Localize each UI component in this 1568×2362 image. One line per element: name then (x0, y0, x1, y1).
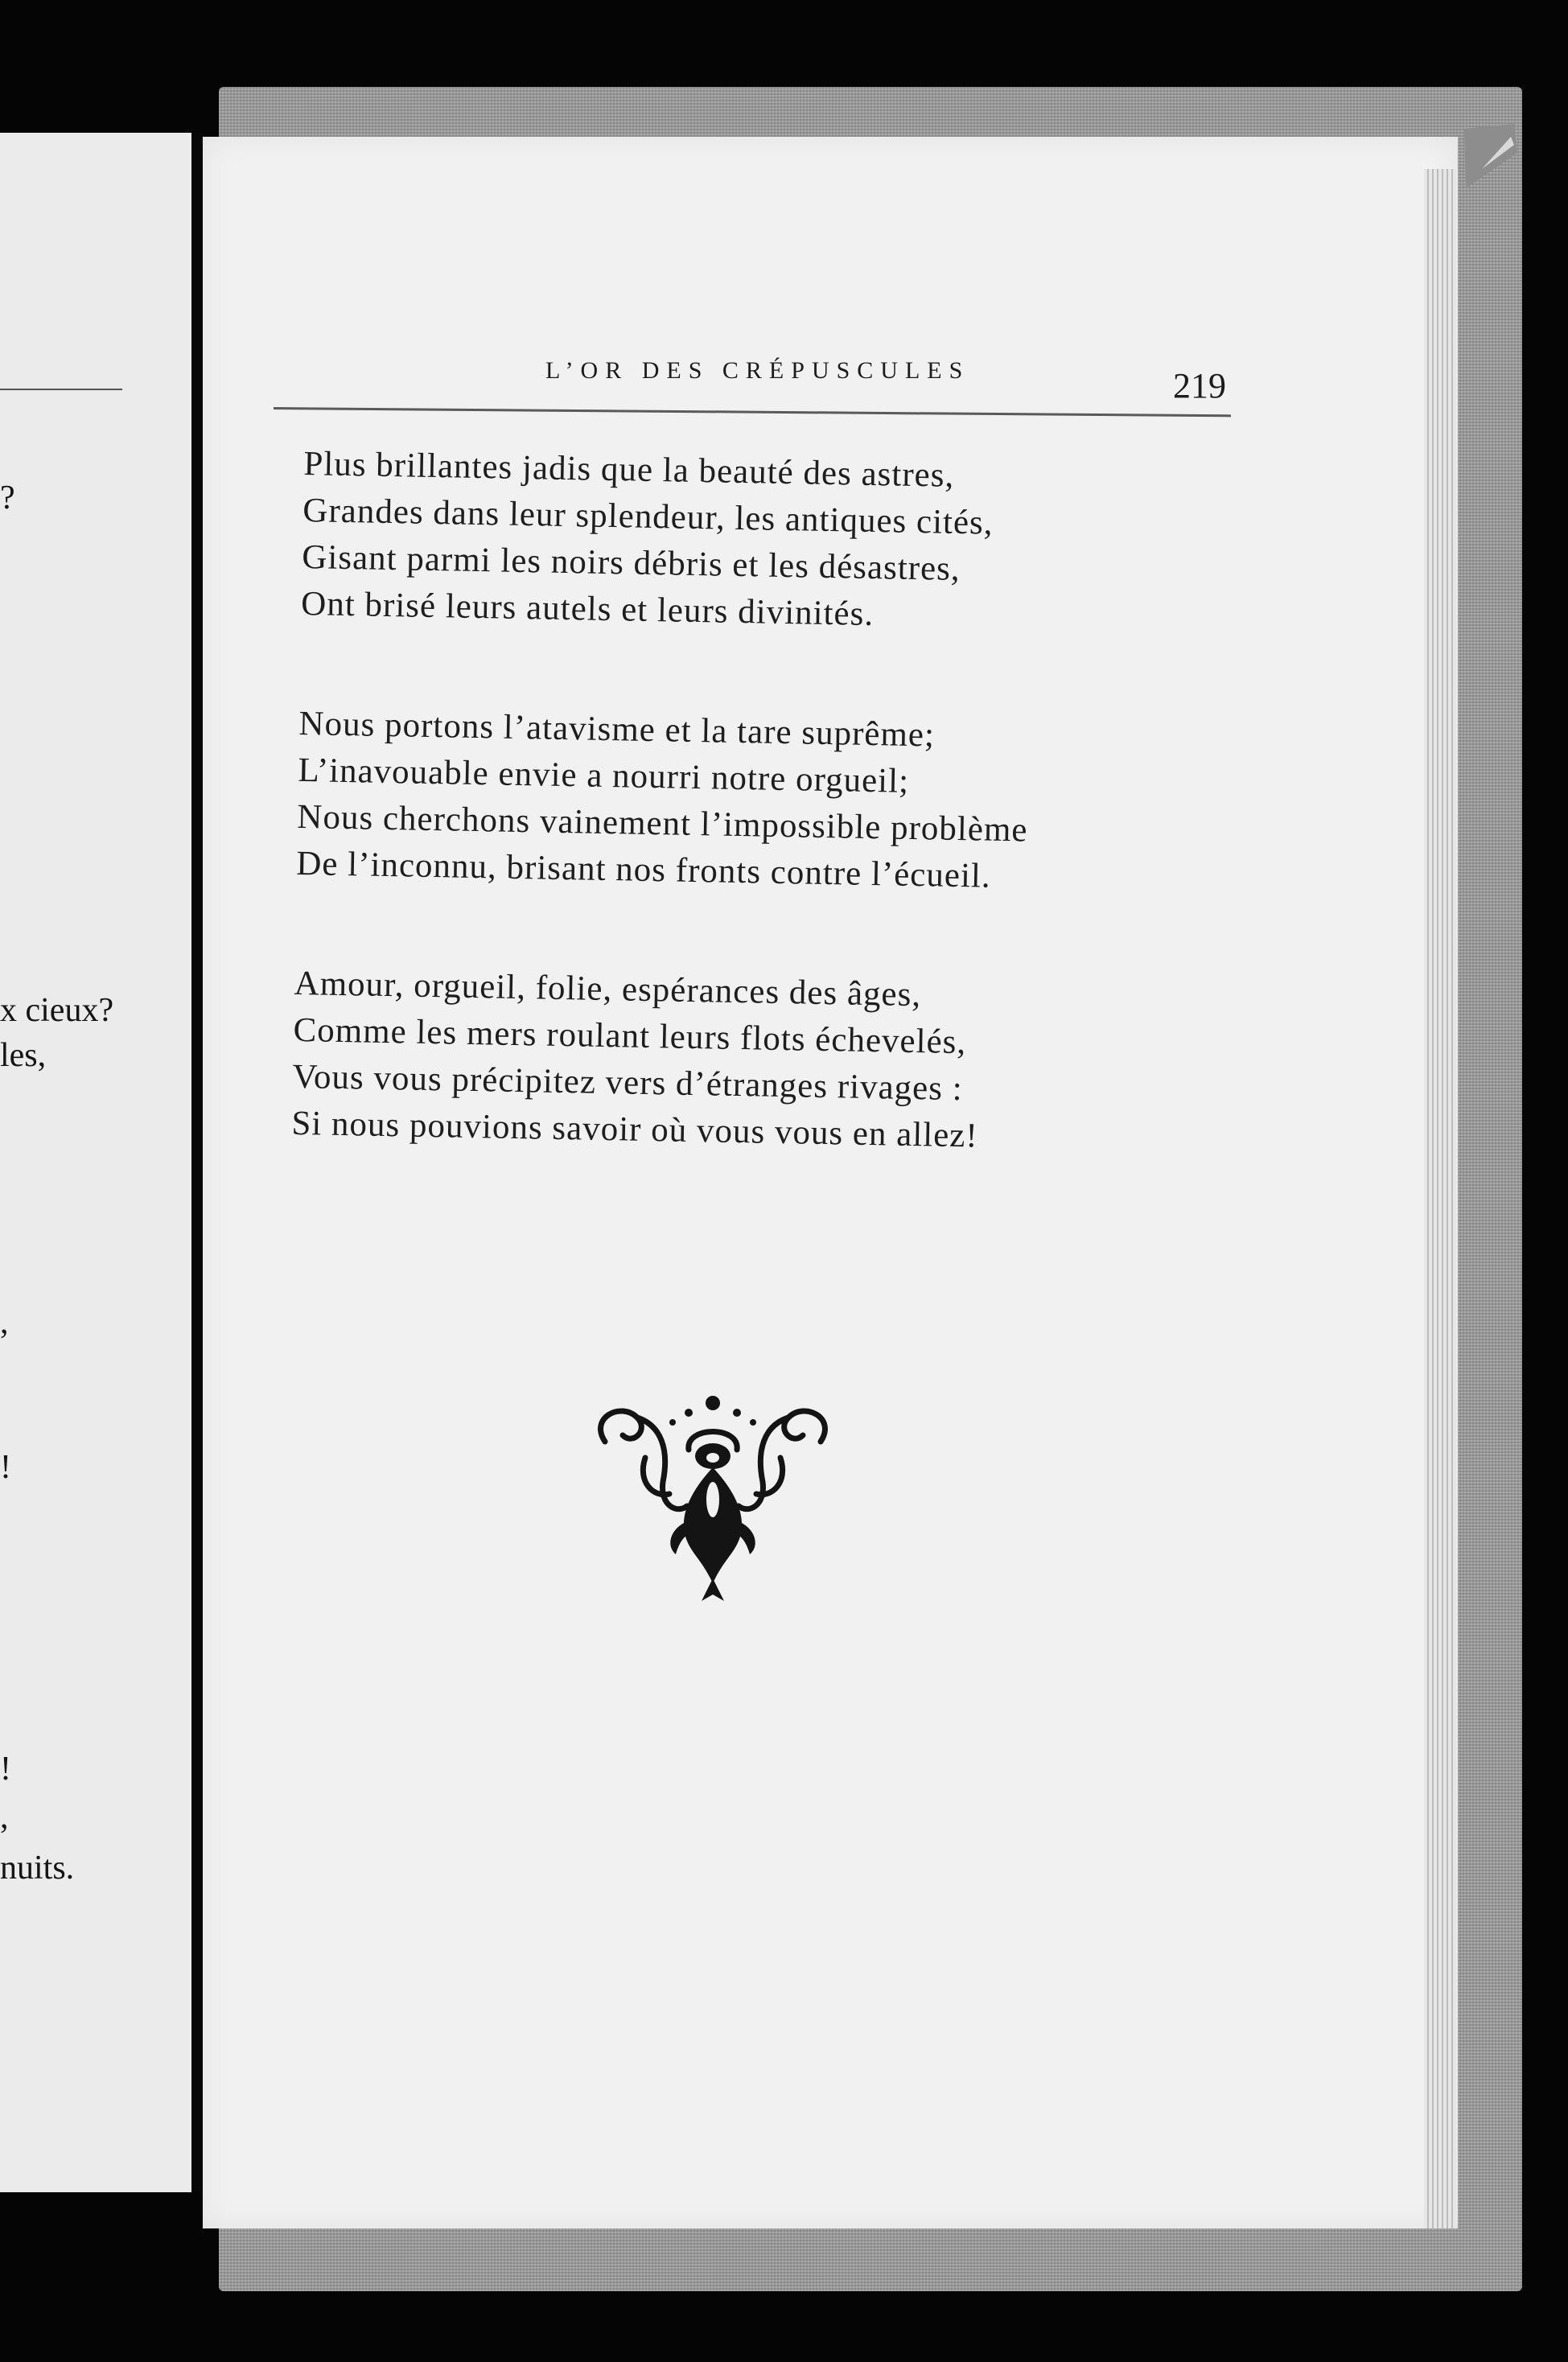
left-page-fragment: ! (0, 1449, 11, 1486)
stanza-3 (291, 961, 1244, 1165)
verse-line: Amour, orgueil, folie, espérances des âges, (294, 964, 922, 1014)
verse-line: Grandes dans leur splendeur, les antiques cités, (302, 491, 994, 542)
book-gutter (191, 133, 203, 2192)
verse-line: Nous portons l’atavisme et la tare suprême; (298, 704, 936, 755)
left-page-fragment: nuits. (0, 1850, 75, 1887)
left-page-fragment: ? (0, 479, 15, 516)
verse-line: Comme les mers roulant leurs flots échevelés, (293, 1010, 967, 1062)
verse-line: Plus brillantes jadis que la beauté des astres, (303, 444, 955, 495)
verse-line: De l’inconnu, brisant nos fronts contre l’écueil. (295, 844, 992, 895)
fleuron-ornament-icon (589, 1393, 837, 1611)
running-head: L’OR DES CRÉPUSCULES (545, 357, 970, 384)
left-page-head-rule (0, 389, 122, 390)
stanza-2 (296, 701, 1249, 905)
left-page-fragment: ! (0, 1751, 11, 1788)
verse-line: Gisant parmi les noirs débris et les désastres, (301, 537, 961, 588)
verse-line: L’inavouable envie a nourri notre orgueil; (298, 751, 910, 800)
page-number: 219 (1173, 366, 1226, 405)
verse-line: Vous vous précipitez vers d’étranges rivages : (292, 1057, 964, 1109)
verse-line: Nous cherchons vainement l’impossible problème (297, 797, 1028, 850)
left-page-fragment: x cieux? (0, 992, 114, 1029)
corner-fold-icon (1458, 121, 1522, 193)
left-page-fragment: les, (0, 1037, 47, 1074)
verse-line: Ont brisé leurs autels et leurs divinités. (300, 584, 875, 634)
verse-line: Si nous pouvions savoir où vous vous en allez! (291, 1104, 979, 1155)
left-page-fragment: , (0, 1304, 9, 1341)
page-edges (1424, 169, 1456, 2228)
stanza-1 (301, 441, 1253, 645)
left-page-fragment: , (0, 1799, 9, 1836)
poem (290, 441, 1253, 1237)
